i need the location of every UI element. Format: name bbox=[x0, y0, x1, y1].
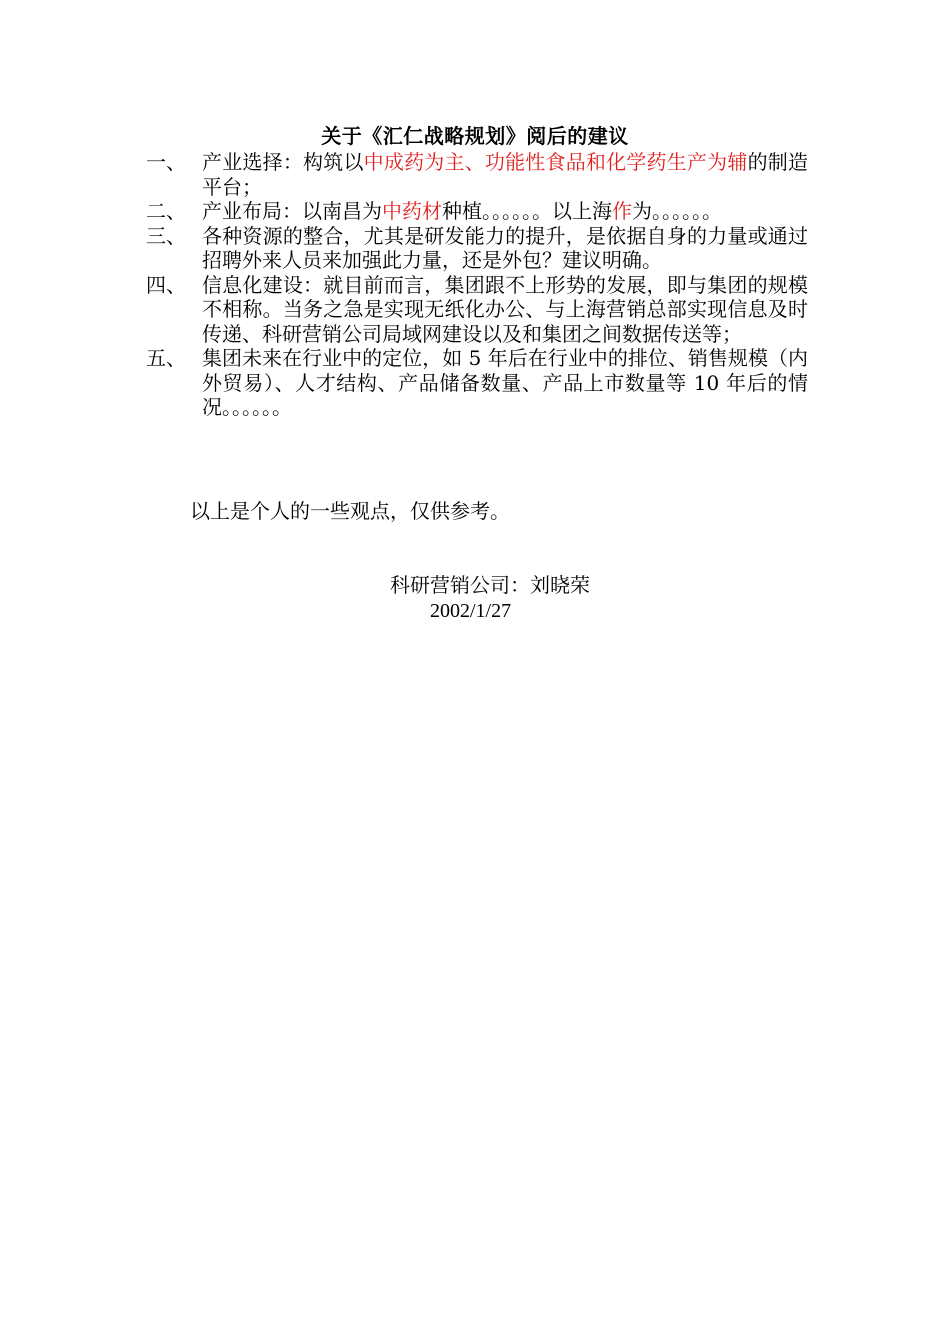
text-segment: 产业选择：构筑以 bbox=[202, 150, 364, 174]
highlighted-text: 中成药为主、功能性食品和化学药生产为辅 bbox=[363, 150, 748, 174]
highlighted-text: 中药材 bbox=[382, 199, 442, 223]
highlighted-text: 作 bbox=[612, 199, 632, 223]
list-item bbox=[146, 150, 808, 199]
closing-remark: 以上是个人的一些观点，仅供参考。 bbox=[190, 499, 510, 523]
text-segment: 的制造平台； bbox=[202, 150, 809, 199]
item-number: 五、 bbox=[146, 346, 186, 370]
item-number: 三、 bbox=[146, 223, 186, 248]
text-segment: 各种资源的整合，尤其是研发能力的提升，是依据自身的力量或通过招聘外来人员来加强此力量，还是外包？建议明确。 bbox=[202, 223, 808, 272]
item-text bbox=[202, 150, 808, 199]
suggestion-list bbox=[146, 150, 808, 420]
item-text bbox=[202, 199, 808, 224]
item-text bbox=[202, 346, 808, 420]
item-text bbox=[202, 273, 808, 347]
text-segment: 种植。。。。。。以上海 bbox=[442, 199, 612, 223]
list-item bbox=[146, 273, 808, 347]
text-segment: 信息化建设：就目前而言，集团跟不上形势的发展，即与集团的规模不相称。当务之急是实现无纸化办公、与上海营销总部实现信息及时传递、科研营销公司局域网建设以及和集团之间数据传送等； bbox=[202, 272, 808, 346]
item-number: 二、 bbox=[146, 199, 186, 223]
text-segment: 集团未来在行业中的定位，如 5 年后在行业中的排位、销售规模（内外贸易）、人才结构、产品储备数量、产品上市数量等 10 年后的情况。。。。。。 bbox=[202, 346, 808, 419]
list-item bbox=[146, 199, 808, 224]
signature: 科研营销公司：刘晓荣 bbox=[390, 573, 590, 597]
item-text bbox=[202, 224, 808, 273]
document-date: 2002/1/27 bbox=[430, 600, 512, 622]
list-item bbox=[146, 224, 808, 273]
document-title: 关于《汇仁战略规划》阅后的建议 bbox=[321, 124, 629, 148]
text-segment: 为。。。。。。 bbox=[632, 199, 722, 223]
item-number: 四、 bbox=[146, 272, 186, 297]
item-number: 一、 bbox=[146, 150, 186, 174]
text-segment: 产业布局：以南昌为 bbox=[202, 199, 382, 223]
list-item bbox=[146, 346, 808, 420]
